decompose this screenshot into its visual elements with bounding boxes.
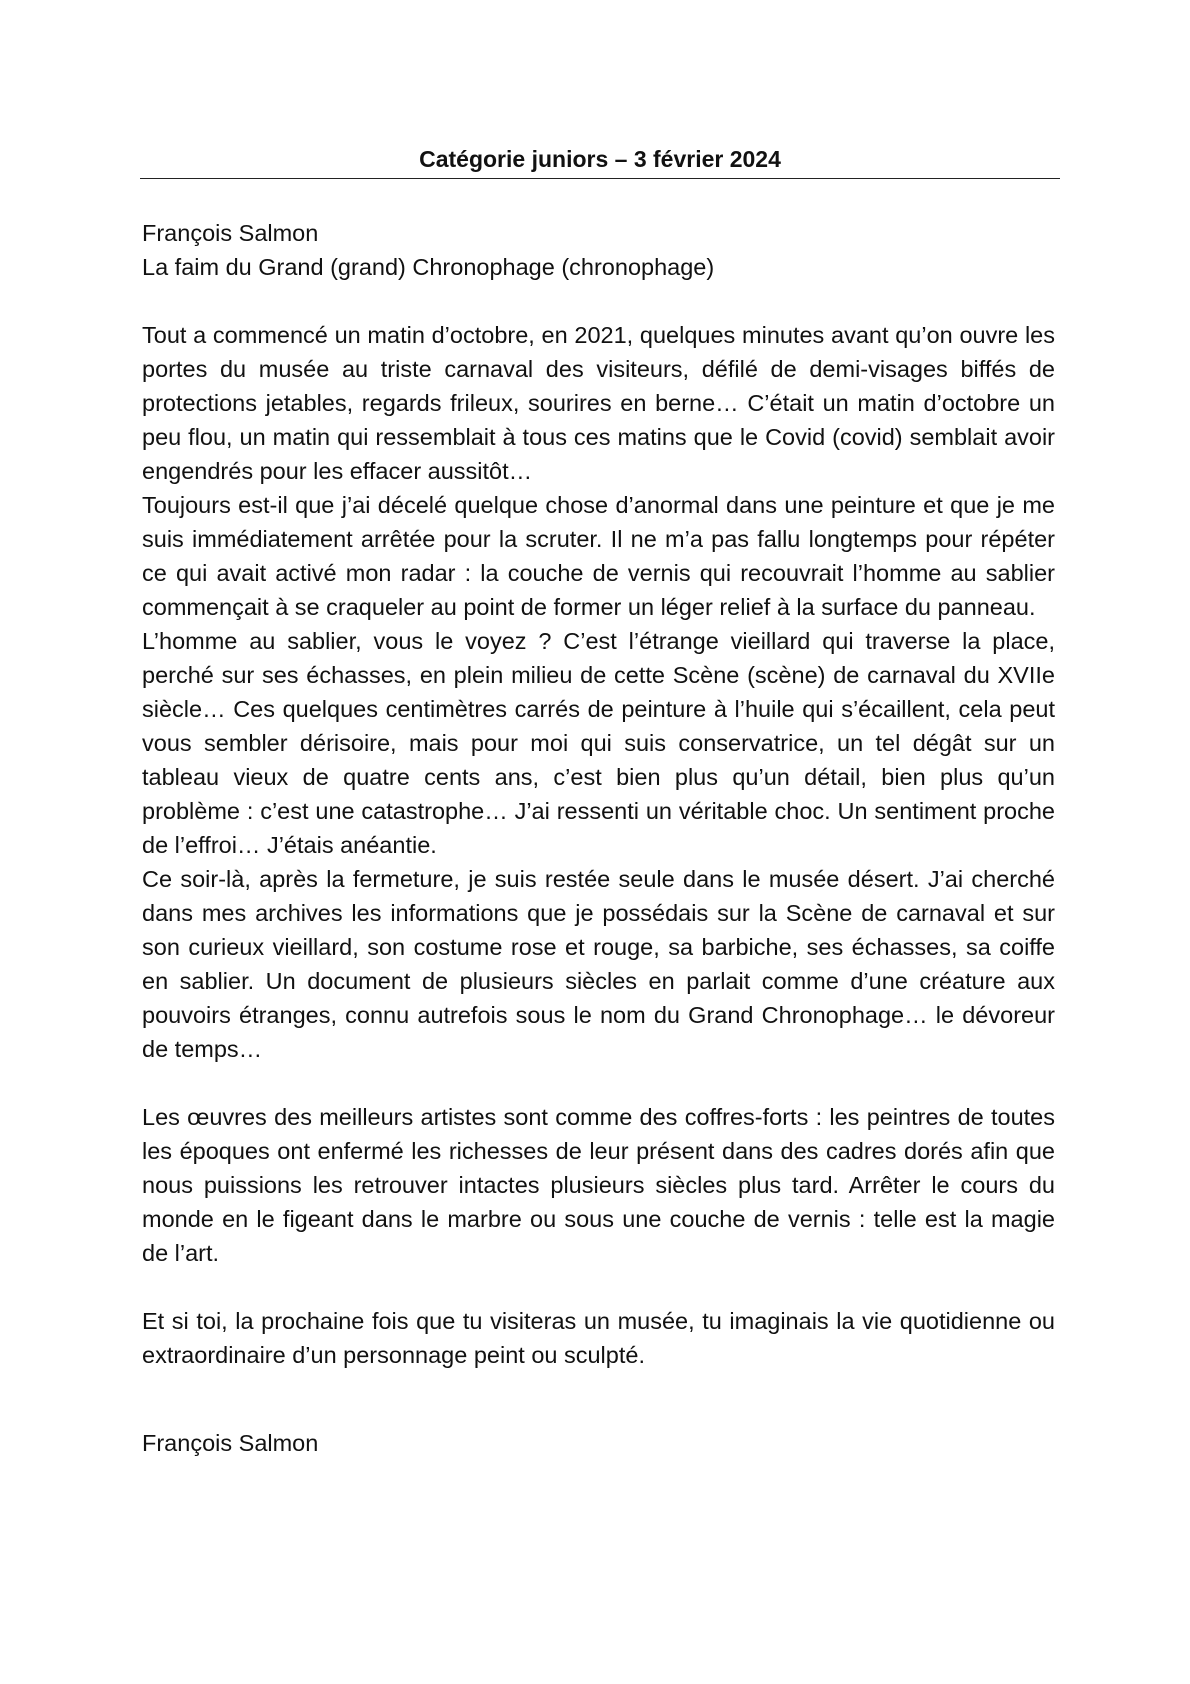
document-body: [142, 216, 1055, 1460]
story-title: La faim du Grand (grand) Chronophage (chronophage): [142, 254, 715, 280]
paragraph-3: L’homme au sablier, vous le voyez ? C’est l’étrange vieillard qui traverse la place, perché sur ses échasses, en plein milieu de cette Scène (scène) de carnaval du XVIIe siècle… Ces quelques centimètres carrés de peinture à l’huile qui s’écaillent, cela peut vous sembler dérisoire, mais pour moi qui suis conservatrice, un tel dégât sur un tableau vieux de quatre cents ans, c’est bien plus qu’un détail, bien plus qu’un problème : c’est une catastrophe… J’ai ressenti un véritable choc. Un sentiment proche de l’effroi… J’étais anéantie.: [142, 628, 1055, 858]
paragraph-2: Toujours est-il que j’ai décelé quelque chose d’anormal dans une peinture et que je me suis immédiatement arrêtée pour la scruter. Il ne m’a pas fallu longtemps pour répéter ce qui avait activé mon radar : la couche de vernis qui recouvrait l’homme au sablier commençait à se craqueler au point de former un léger relief à la surface du panneau.: [142, 492, 1055, 620]
paragraph-5: Les œuvres des meilleurs artistes sont comme des coffres-forts : les peintres de toutes les époques ont enfermé les richesses de leur présent dans des cadres dorés afin que nous puissions les retrouver intactes plusieurs siècles plus tard. Arrêter le cours du monde en le figeant dans le marbre ou sous une couche de vernis : telle est la magie de l’art.: [142, 1104, 1055, 1266]
paragraph-6: Et si toi, la prochaine fois que tu visiteras un musée, tu imaginais la vie quotidienne ou extraordinaire d’un personnage peint ou sculpté.: [142, 1308, 1055, 1368]
author-name: François Salmon: [142, 220, 319, 246]
paragraph-4: Ce soir-là, après la fermeture, je suis restée seule dans le musée désert. J’ai cherché dans mes archives les informations que je possédais sur la Scène de carnaval et sur son curieux vieillard, son costume rose et rouge, sa barbiche, ses échasses, sa coiffe en sablier. Un document de plusieurs siècles en parlait comme d’une créature aux pouvoirs étranges, connu autrefois sous le nom du Grand Chronophage… le dévoreur de temps…: [142, 866, 1055, 1062]
category-header: Catégorie juniors – 3 février 2024: [140, 144, 1060, 179]
signature: François Salmon: [142, 1430, 319, 1456]
paragraph-1: Tout a commencé un matin d’octobre, en 2021, quelques minutes avant qu’on ouvre les portes du musée au triste carnaval des visiteurs, défilé de demi-visages biffés de protections jetables, regards frileux, sourires en berne… C’était un matin d’octobre un peu flou, un matin qui ressemblait à tous ces matins que le Covid (covid) semblait avoir engendrés pour les effacer aussitôt…: [142, 322, 1055, 484]
